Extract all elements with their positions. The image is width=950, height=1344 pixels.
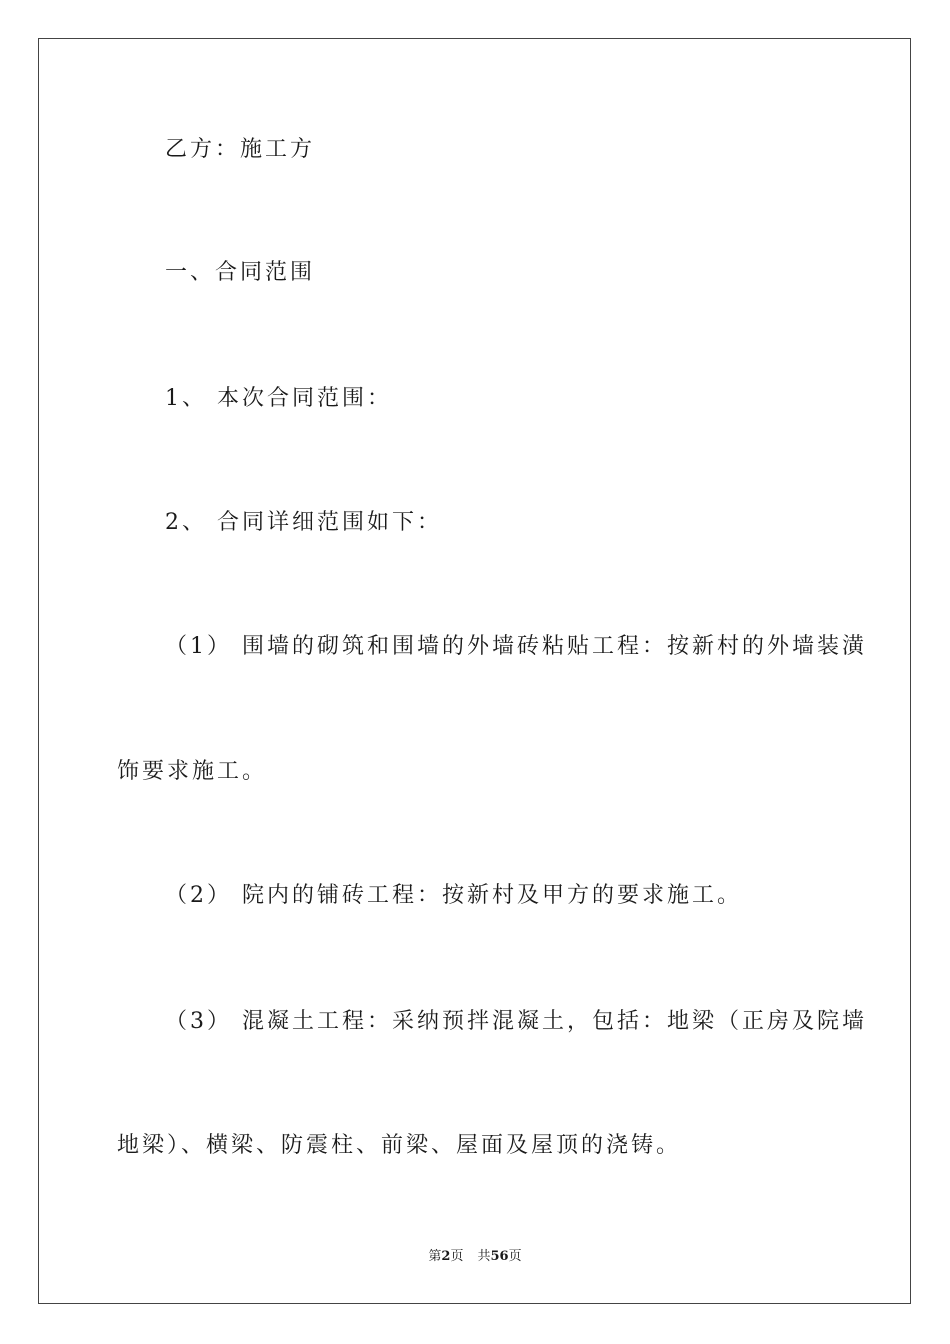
page-footer: [0, 1248, 950, 1266]
footer-page-suffix: 页: [450, 1249, 464, 1264]
subitem-1-continuation: 饰要求施工。: [117, 759, 268, 784]
subitem-2-line: （2） 院内的铺砖工程：按新村及甲方的要求施工。: [165, 883, 742, 908]
page-border: [38, 38, 911, 1304]
footer-current-page: 2: [441, 1249, 451, 1264]
footer-total-suffix: 页: [508, 1249, 522, 1264]
subitem-3-line: （3） 混凝土工程：采纳预拌混凝土，包括：地梁（正房及院墙: [165, 1009, 867, 1034]
item-2-line: 2、 合同详细范围如下：: [165, 510, 442, 535]
item-1-line: 1、 本次合同范围：: [165, 386, 392, 411]
section-heading-contract-scope: 一、合同范围: [165, 260, 316, 285]
footer-total-prefix: 共: [477, 1249, 491, 1264]
footer-total-pages: 56: [490, 1249, 509, 1264]
subitem-3-continuation: 地梁）、横梁、防震柱、前梁、屋面及屋顶的浇铸。: [117, 1133, 682, 1158]
party-b-line: 乙方：施工方: [165, 137, 316, 162]
footer-page-prefix: 第: [428, 1249, 442, 1264]
subitem-1-line: （1） 围墙的砌筑和围墙的外墙砖粘贴工程：按新村的外墙装潢: [165, 634, 867, 659]
